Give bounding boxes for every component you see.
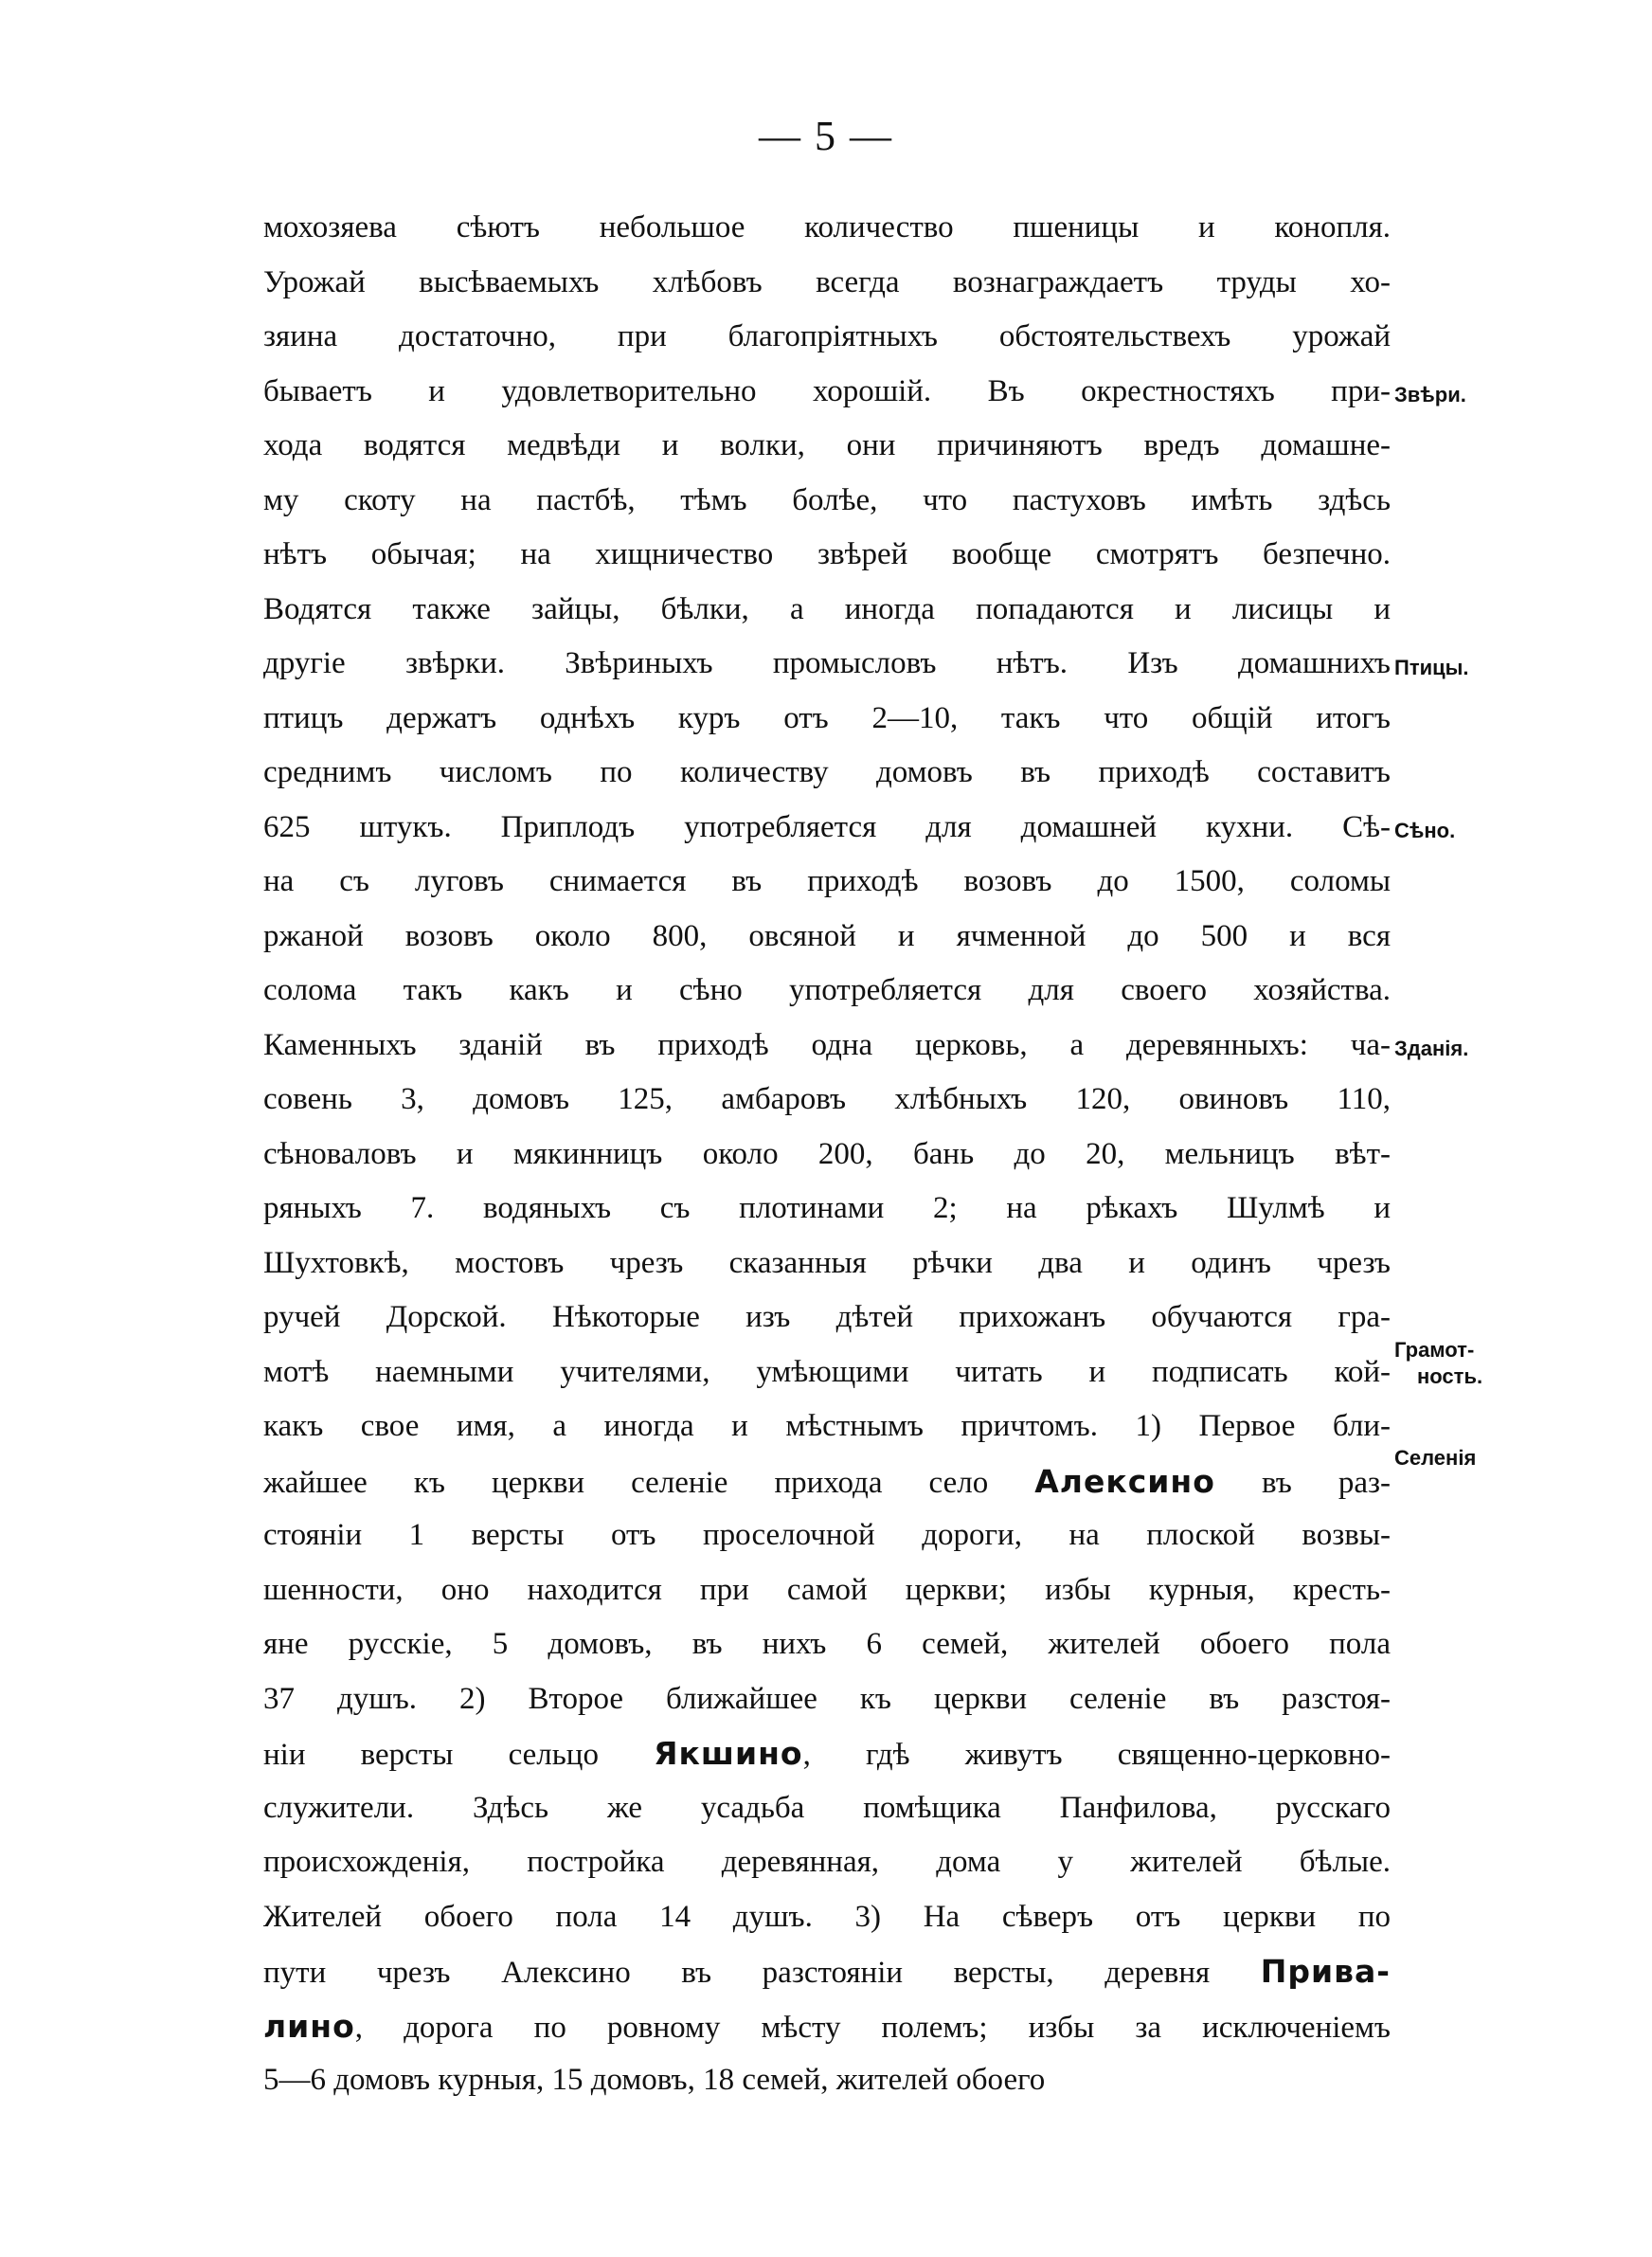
text-line: хода водятся медвѣди и волки, они причиняютъ вредъ домашне-	[263, 428, 1391, 462]
text-line: сѣноваловъ и мякинницъ около 200, бань до 20, мельницъ вѣт-	[263, 1136, 1391, 1171]
margin-note-gramotnost-2: ность.	[1417, 1364, 1483, 1388]
line-text: , дорога по ровному мѣсту полемъ; избы за исключеніемъ	[354, 2010, 1391, 2045]
text-line: ржаной возовъ около 800, овсяной и ячменной до 500 и вся	[263, 918, 1391, 953]
text-line	[263, 1726, 1391, 1781]
place-name-privalino: Прива-	[1260, 1953, 1391, 1990]
text-line: Жителей обоего пола 14 душъ. 3) На сѣверъ отъ церкви по	[263, 1899, 1391, 1934]
text-line: 37 душъ. 2) Второе ближайшее къ церкви селеніе въ разстоя-	[263, 1681, 1391, 1716]
text-line: бываетъ и удовлетворительно хорошій. Въ окрестностяхъ при-	[263, 373, 1391, 408]
text-line	[263, 1454, 1391, 1509]
text-line	[263, 1999, 1391, 2054]
text-line: Каменныхъ зданій въ приходѣ одна церковь, а деревянныхъ: ча-	[263, 1027, 1391, 1062]
text-line: на съ луговъ снимается въ приходѣ возовъ до 1500, соломы	[263, 864, 1391, 898]
text-line: ряныхъ 7. водяныхъ съ плотинами 2; на рѣкахъ Шулмѣ и	[263, 1191, 1391, 1225]
text-line: служители. Здѣсь же усадьба помѣщика Панфилова, русскаго	[263, 1790, 1391, 1825]
text-line: совень 3, домовъ 125, амбаровъ хлѣбныхъ 120, овиновъ 110,	[263, 1082, 1391, 1116]
text-line: происхожденія, постройка деревянная, дома у жителей бѣлые.	[263, 1845, 1391, 1879]
text-line: другіе звѣрки. Звѣриныхъ промысловъ нѣтъ. Изъ домашнихъ	[263, 646, 1391, 680]
text-line: Водятся также зайцы, бѣлки, а иногда попадаются и лисицы и	[263, 591, 1391, 626]
text-line: Урожай высѣваемыхъ хлѣбовъ всегда вознаграждаетъ труды хо-	[263, 264, 1391, 299]
margin-note-ptitsy: Птицы.	[1394, 656, 1469, 679]
text-line: шенности, оно находится при самой церкви; избы курныя, кресть-	[263, 1572, 1391, 1607]
text-line: му скоту на пастбѣ, тѣмъ болѣе, что пастуховъ имѣть здѣсь	[263, 482, 1391, 517]
text-line: нѣтъ обычая; на хищничество звѣрей вообще смотрятъ безпечно.	[263, 537, 1391, 571]
place-name-privalino-cont: лино	[263, 2007, 355, 2045]
text-line: Шухтовкѣ, мостовъ чрезъ сказанныя рѣчки два и одинъ чрезъ	[263, 1245, 1391, 1280]
text-line: солома такъ какъ и сѣно употребляется для своего хозяйства.	[263, 973, 1391, 1007]
text-line: зяина достаточно, при благопріятныхъ обстоятельствехъ урожай	[263, 319, 1391, 353]
text-line: среднимъ числомъ по количеству домовъ въ приходѣ составитъ	[263, 755, 1391, 789]
margin-note-zveri: Звѣри.	[1394, 383, 1466, 406]
text-line: 5—6 домовъ курныя, 15 домовъ, 18 семей, жителей обоего	[263, 2063, 1046, 2097]
margin-note-zdaniya: Зданія.	[1394, 1037, 1469, 1060]
text-line: стояніи 1 версты отъ проселочной дороги, на плоской возвы-	[263, 1518, 1391, 1552]
margin-note-gramotnost-1: Грамот-	[1394, 1338, 1475, 1362]
text-line: птицъ держатъ однѣхъ куръ отъ 2—10, такъ что общій итогъ	[263, 700, 1391, 735]
margin-note-seno: Сѣно.	[1394, 819, 1456, 842]
body-text	[263, 201, 1391, 2108]
line-text: жайшее къ церкви селеніе прихода село	[263, 1465, 1035, 1500]
text-line: 625 штукъ. Приплодъ употребляется для домашней кухни. Сѣ-	[263, 809, 1391, 844]
text-line: мотѣ наемными учителями, умѣющими читать и подписать кой-	[263, 1354, 1391, 1389]
margin-note-seleniya: Селенія	[1394, 1446, 1477, 1470]
text-line	[263, 1944, 1391, 1999]
text-line: яне русскіе, 5 домовъ, въ нихъ 6 семей, жителей обоего пола	[263, 1627, 1391, 1661]
line-text: въ раз-	[1214, 1465, 1391, 1500]
place-name-alexino: Алексино	[1034, 1462, 1215, 1500]
line-text: пути чрезъ Алексино въ разстояніи версты, деревня	[263, 1956, 1261, 1990]
line-text: ніи версты сельцо	[263, 1738, 655, 1772]
text-line: ручей Дорской. Нѣкоторые изъ дѣтей прихожанъ обучаются гра-	[263, 1300, 1391, 1334]
place-name-yakshino: Якшино	[654, 1735, 803, 1772]
page-number: — 5 —	[759, 113, 893, 159]
text-line: какъ свое имя, а иногда и мѣстнымъ причтомъ. 1) Первое бли-	[263, 1409, 1391, 1443]
line-text: , гдѣ живутъ священно-церковно-	[802, 1738, 1391, 1772]
text-line: мохозяева сѣютъ небольшое количество пшеницы и конопля.	[263, 210, 1391, 244]
